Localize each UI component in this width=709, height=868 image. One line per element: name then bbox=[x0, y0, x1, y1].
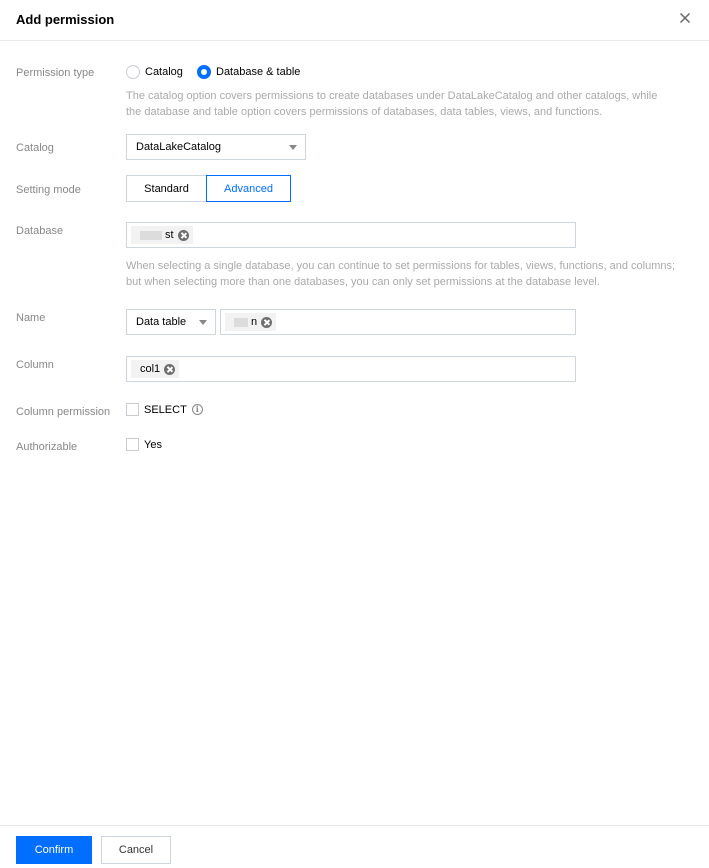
database-label: Database bbox=[16, 225, 64, 237]
select-checkbox-label: SELECT bbox=[144, 403, 187, 416]
radio-database-table[interactable] bbox=[197, 65, 300, 79]
name-label: Name bbox=[16, 312, 46, 324]
confirm-button[interactable]: Confirm bbox=[16, 836, 92, 864]
radio-catalog-label: Catalog bbox=[145, 66, 183, 78]
select-checkbox[interactable] bbox=[126, 403, 203, 416]
permission-type-help: The catalog option covers permissions to create databases under DataLakeCatalog and other catalogs, while the database and table option covers permissions of databases, data tables, views, and functions. bbox=[126, 90, 658, 118]
authorizable-checkbox-label: Yes bbox=[144, 438, 162, 451]
dialog-footer bbox=[0, 825, 709, 868]
radio-circle-selected bbox=[197, 65, 211, 79]
dropdown-caret-icon bbox=[199, 320, 207, 325]
column-tag-input[interactable] bbox=[126, 356, 576, 382]
dropdown-caret-icon bbox=[289, 145, 297, 150]
redacted-text bbox=[234, 318, 248, 327]
catalog-label: Catalog bbox=[16, 142, 54, 154]
radio-circle bbox=[126, 65, 140, 79]
catalog-select[interactable] bbox=[126, 134, 306, 160]
radio-catalog[interactable] bbox=[126, 65, 183, 79]
name-tag-label: n bbox=[251, 316, 258, 328]
setting-mode-label: Setting mode bbox=[16, 184, 81, 196]
cancel-button[interactable]: Cancel bbox=[101, 836, 171, 864]
remove-tag-icon[interactable] bbox=[261, 317, 272, 328]
checkbox-box bbox=[126, 403, 139, 416]
mode-standard-button[interactable]: Standard bbox=[126, 175, 207, 202]
name-type-value: Data table bbox=[136, 316, 187, 328]
permission-type-label: Permission type bbox=[16, 67, 95, 79]
info-icon[interactable]: i bbox=[192, 404, 203, 415]
mode-advanced-button[interactable]: Advanced bbox=[206, 175, 291, 202]
authorizable-checkbox[interactable] bbox=[126, 438, 162, 451]
dialog-title: Add permission bbox=[16, 12, 115, 27]
database-help: When selecting a single database, you can continue to set permissions for tables, views, functions, and columns; but when selecting more than one databases, you can only set permissions at the database level. bbox=[126, 260, 676, 288]
name-tag-input[interactable] bbox=[220, 309, 576, 335]
close-icon[interactable] bbox=[677, 10, 693, 26]
column-tag-label: col1 bbox=[140, 363, 161, 375]
radio-database-table-label: Database & table bbox=[216, 66, 301, 78]
checkbox-box bbox=[126, 438, 139, 451]
name-type-select[interactable] bbox=[126, 309, 216, 335]
remove-tag-icon[interactable] bbox=[178, 230, 189, 241]
remove-tag-icon[interactable] bbox=[164, 364, 175, 375]
database-tag bbox=[131, 226, 193, 244]
redacted-text bbox=[140, 231, 162, 240]
column-label: Column bbox=[16, 359, 54, 371]
database-tag-label: st bbox=[165, 229, 174, 241]
authorizable-label: Authorizable bbox=[16, 441, 78, 453]
catalog-select-value: DataLakeCatalog bbox=[136, 141, 222, 153]
dialog-header bbox=[0, 0, 709, 41]
column-permission-label: Column permission bbox=[16, 406, 111, 418]
column-tag bbox=[131, 360, 179, 378]
database-tag-input[interactable] bbox=[126, 222, 576, 248]
name-tag bbox=[225, 313, 276, 331]
